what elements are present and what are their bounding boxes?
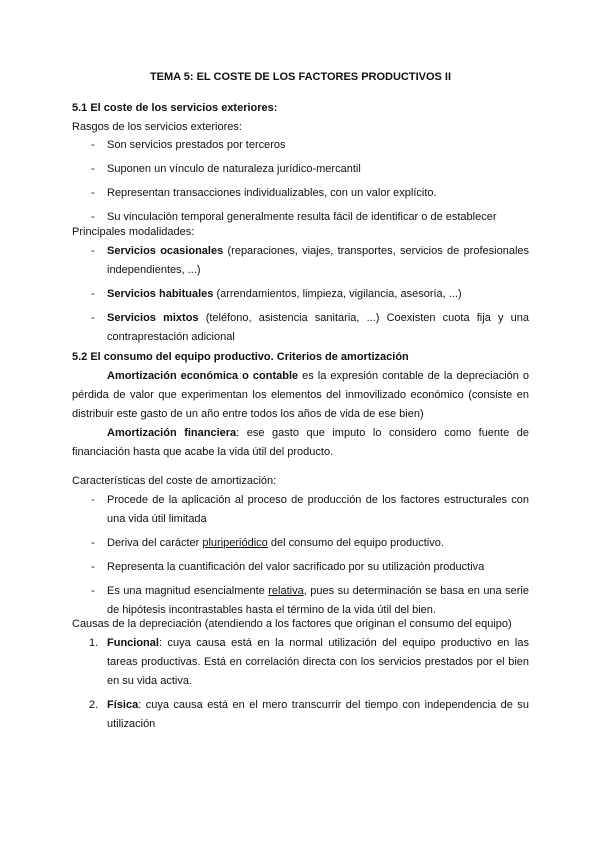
causa-term: Física [107, 699, 139, 711]
list-item: - Son servicios prestados por terceros [72, 136, 529, 155]
modalidad-term: Servicios habituales [107, 288, 214, 300]
list-item: - Suponen un vínculo de naturaleza jurídico-mercantil [72, 160, 529, 179]
text-span: Es una magnitud esencialmente [107, 585, 269, 597]
list-item [72, 696, 529, 734]
amortizacion-financiera-paragraph [72, 424, 529, 462]
modalidad-desc: (teléfono, asistencia sanitaria, ...) Coexisten cuota fija y una contraprestación adicional [107, 312, 529, 343]
amortizacion-economica-term: Amortización económica o contable [107, 370, 299, 382]
amortizacion-financiera-text: : ese gasto que imputo lo considero como fuente de financiación hasta que acabe la vida útil del producto. [72, 427, 529, 458]
causa-term: Funcional [107, 637, 159, 649]
amortizacion-economica-text: es la expresión contable de la depreciación o pérdida de valor que experimentan los elementos del inmovilizado económico (consiste en distribuir este gasto de un año entre todos los años de vida de ese bien) [72, 370, 530, 420]
underlined-term: pluriperiódico [202, 537, 268, 549]
list-item [72, 285, 529, 304]
list-number: 1. [89, 637, 99, 649]
causa-text: : cuya causa está en la normal utilización del equipo productivo en las tareas productivas. Está en correlación directa con los servicios prestados por el bien en su vida activa. [107, 637, 529, 687]
section-5-1-heading: 5.1 El coste de los servicios exteriores: [72, 102, 278, 114]
causa-text: : cuya causa está en el mero transcurrir del tiempo con independencia de su utilización [107, 699, 529, 730]
text-span: del consumo del equipo productivo. [267, 537, 444, 549]
rasgos-intro: Rasgos de los servicios exteriores: [72, 121, 242, 133]
causas-intro: Causas de la depreciación (atendiendo a los factores que originan el consumo del equipo) [72, 618, 512, 630]
modalidades-intro: Principales modalidades: [72, 226, 195, 238]
caracteristicas-intro: Características del coste de amortización: [72, 475, 277, 487]
list-item: - Su vinculación temporal generalmente resulta fácil de identificar o de establecer [72, 208, 529, 227]
underlined-term: relativa [268, 585, 304, 597]
list-item: - Procede de la aplicación al proceso de producción de los factores estructurales con una vida útil limitada [72, 491, 529, 529]
modalidad-desc: (reparaciones, viajes, transportes, servicios de profesionales independientes, ...) [107, 245, 530, 276]
modalidad-term: Servicios ocasionales [107, 245, 224, 257]
list-item [72, 309, 529, 347]
modalidades-list [72, 242, 529, 352]
caracteristicas-list [72, 491, 529, 625]
modalidad-desc: (arrendamientos, limpieza, vigilancia, asesoría, ...) [213, 288, 462, 300]
section-5-2-heading: 5.2 El consumo del equipo productivo. Criterios de amortización [72, 351, 409, 363]
modalidad-term: Servicios mixtos [107, 312, 199, 324]
list-item [72, 242, 529, 280]
causas-list [72, 634, 529, 739]
amortizacion-economica-paragraph [72, 367, 529, 424]
list-item [72, 634, 529, 691]
list-item: - Representa la cuantificación del valor sacrificado por su utilización productiva [72, 558, 529, 577]
text-span: Deriva del carácter [107, 537, 203, 549]
amortizacion-financiera-term: Amortización financiera [107, 427, 237, 439]
text-span: , pues su determinación se basa en una serie de hipótesis incontrastables hasta el término de la vida útil del bien. [107, 585, 529, 616]
page-title: TEMA 5: EL COSTE DE LOS FACTORES PRODUCTIVOS II [149, 71, 452, 83]
rasgos-list [72, 136, 529, 232]
list-item: - Representan transacciones individualizables, con un valor explícito. [72, 184, 529, 203]
list-item [72, 534, 529, 553]
list-number: 2. [89, 699, 99, 711]
